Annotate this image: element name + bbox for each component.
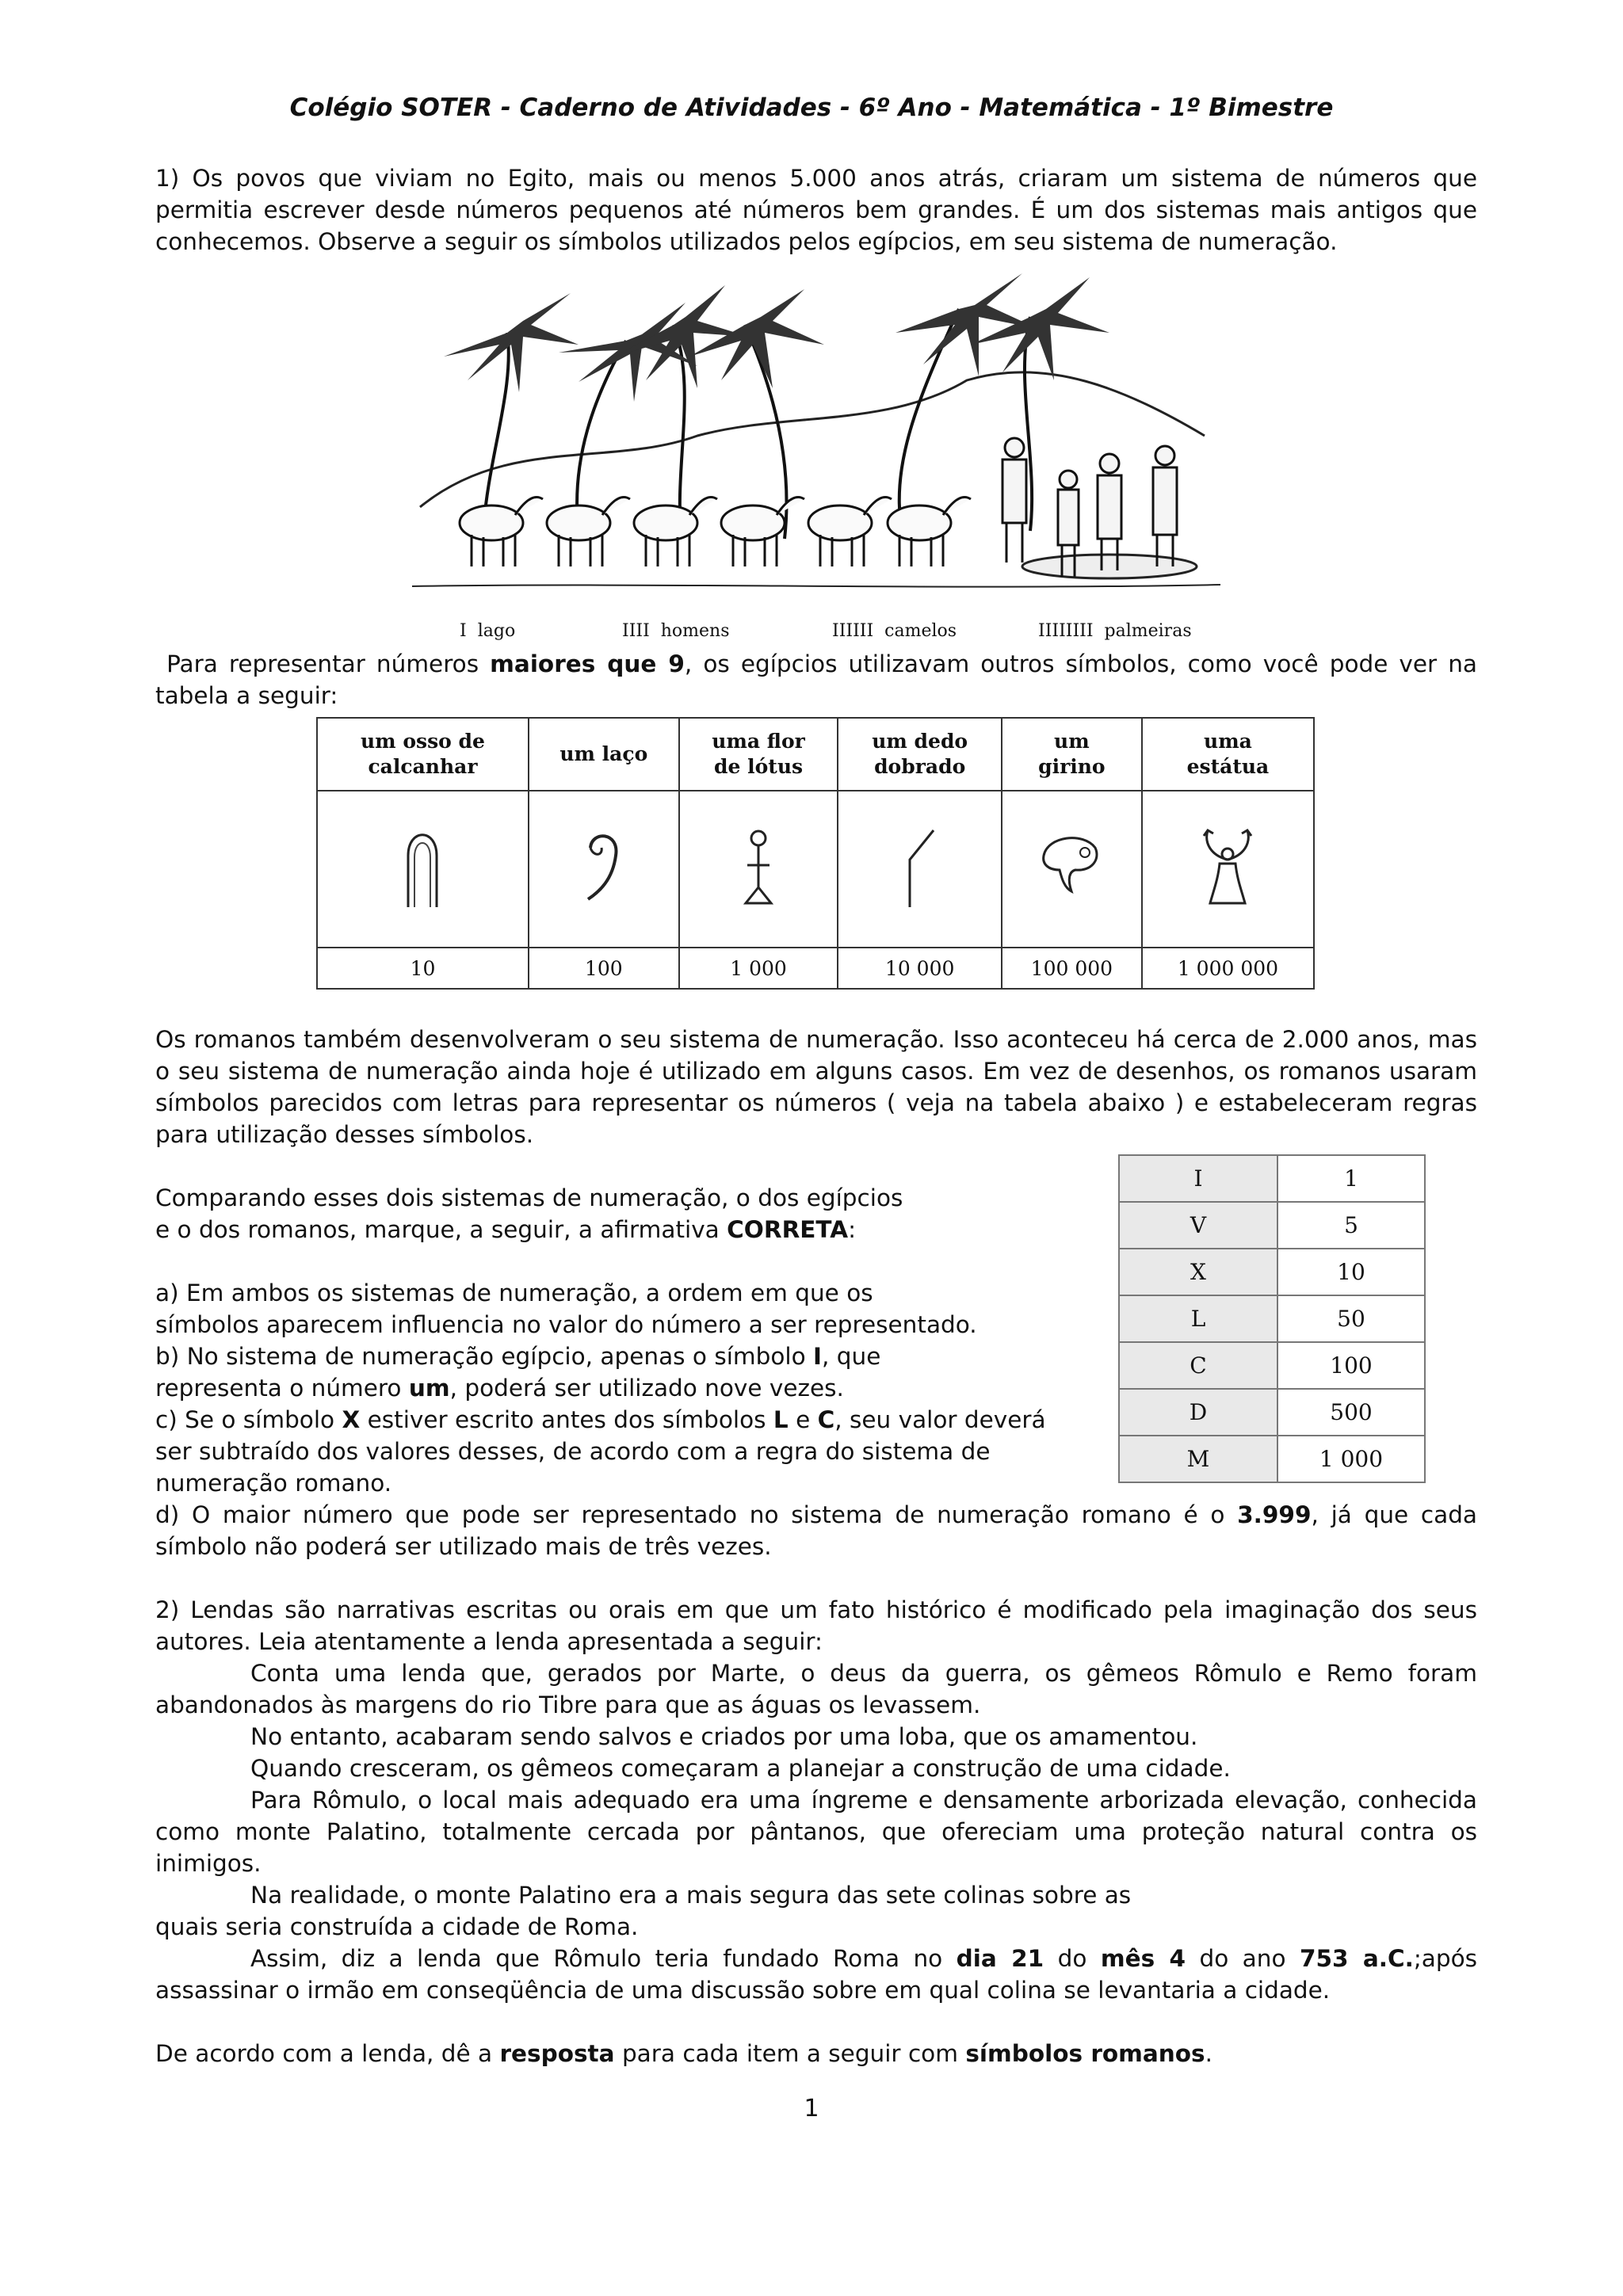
options-block: a) Em ambos os sistemas de numeração, a ordem em que os símbolos aparecem influencia no valor do número a ser representado. b) No sistema de numeração egípcio, apenas o símbolo I, que representa o número um, poderá ser utilizado nove vezes. c) Se o símbolo X estiver escrito antes dos símbolos L e C, seu valor deverá ser subtraído dos valores desses, de acordo com a regra do sistema de numeração romano. <box>155 1277 1083 1499</box>
roman-symbol: V <box>1119 1202 1277 1249</box>
roman-value: 5 <box>1277 1202 1425 1249</box>
table-row <box>1119 1249 1425 1295</box>
final-instruction: De acordo com a lenda, dê a resposta para cada item a seguir com símbolos romanos. <box>155 2040 1213 2067</box>
legend-paragraph: Conta uma lenda que, gerados por Marte, o deus da guerra, os gêmeos Rômulo e Remo foram abandonados às margens do rio Tibre para que as águas os levassem. <box>155 1660 1477 1718</box>
caption-palmeiras: IIIIIIII palmeiras <box>1038 621 1192 641</box>
caption-lago: I lago <box>460 621 516 641</box>
q1-para2: Para representar números maiores que 9, os egípcios utilizavam outros símbolos, como você pode ver na tabela a seguir: <box>155 650 1478 709</box>
table-row <box>1119 1389 1425 1436</box>
legend-paragraph: Para Rômulo, o local mais adequado era uma íngreme e densamente arborizada elevação, conhecida como monte Palatino, totalmente cercada por pântanos, que ofereciam uma proteção natural contra os inimigos. <box>155 1787 1477 1877</box>
lotus-flower-icon <box>735 824 782 911</box>
q2-block: 2) Lendas são narrativas escritas ou orais em que um fato histórico é modificado pela imaginação dos seus autores. Leia atentamente a lenda apresentada a seguir: Conta uma lenda que, gerados por Marte, o deus da guerra, os gêmeos Rômulo e Remo foram abandonados às margens do rio Tibre para que as águas os levassem. No entanto, acabaram sendo salvos e criados por uma loba, que os amamentou. Quando cresceram, os gêmeos começaram a planejar a construção de uma cidade. Para Rômulo, o local mais adequado era uma íngreme e densamente arborizada elevação, conhecida como monte Palatino, totalmente cercada por pântanos, que ofereciam uma proteção natural contra os inimigos. Na realidade, o monte Palatino era a mais segura das sete colinas sobre as quais seria construída a cidade de Roma. Assim, diz a lenda que Rômulo teria fundado Roma no dia 21 do mês 4 do ano 753 a.C.;após assassinar o irmão em conseqüência de uma discussão sobre em qual colina se levantaria a cidade. De acordo com a lenda, dê a resposta para cada item a seguir com símbolos romanos. <box>155 1594 1477 2069</box>
header-cell: um osso de calcanhar <box>317 718 529 791</box>
q2-intro: 2) Lendas são narrativas escritas ou orais em que um fato histórico é modificado pela imaginação dos seus autores. Leia atentamente a lenda apresentada a seguir: <box>155 1596 1477 1655</box>
symbol-cell <box>838 791 1001 948</box>
value-cell: 1 000 <box>679 948 838 989</box>
header-cell: um girino <box>1002 718 1142 791</box>
header-cell: um dedo dobrado <box>838 718 1001 791</box>
q1-intro: 1) Os povos que viviam no Egito, mais ou menos 5.000 anos atrás, criaram um sistema de números que permitia escrever desde números pequenos até números bem grandes. É um dos sistemas mais antigos que conhecemos. Observe a seguir os símbolos utilizados pelos egípcios, em seu sistema de numeração. <box>155 165 1477 255</box>
table-row <box>1119 1342 1425 1389</box>
symbol-cell <box>317 791 529 948</box>
roman-value: 1 000 <box>1277 1436 1425 1482</box>
symbol-cell <box>1142 791 1314 948</box>
page-title: Colégio SOTER - Caderno de Atividades - 6º Ano - Matemática - 1º Bimestre <box>289 93 1334 122</box>
roman-value: 500 <box>1277 1389 1425 1436</box>
coil-rope-icon <box>576 824 632 911</box>
heel-bone-icon <box>399 824 446 911</box>
roman-symbol: C <box>1119 1342 1277 1389</box>
table-row <box>1119 1155 1425 1202</box>
header-cell: uma estátua <box>1142 718 1314 791</box>
statue-icon <box>1188 824 1267 911</box>
roman-symbol: M <box>1119 1436 1277 1482</box>
roman-symbol: I <box>1119 1155 1277 1202</box>
value-cell: 100 <box>529 948 679 989</box>
table-row <box>1119 1202 1425 1249</box>
value-cell: 10 <box>317 948 529 989</box>
legend-paragraph: No entanto, acabaram sendo salvos e criados por uma loba, que os amamentou. <box>250 1723 1198 1750</box>
egyptian-scene-illustration <box>412 269 1220 610</box>
legend-paragraph: Na realidade, o monte Palatino era a mais segura das sete colinas sobre as <box>250 1882 1132 1909</box>
option-b: b) No sistema de numeração egípcio, apenas o símbolo I, que <box>155 1343 881 1370</box>
roman-value: 100 <box>1277 1342 1425 1389</box>
egyptian-numerals-table <box>316 717 1315 990</box>
header-cell: um laço <box>529 718 679 791</box>
compare-instruction: Comparando esses dois sistemas de numeração, o dos egípcios e o dos romanos, marque, a seguir, a afirmativa CORRETA: <box>155 1184 903 1243</box>
caption-homens: IIII homens <box>622 621 730 641</box>
option-c: c) Se o símbolo X estiver escrito antes dos símbolos L e C, seu valor deverá <box>155 1406 1046 1433</box>
symbol-cell <box>1002 791 1142 948</box>
legend-paragraph: Assim, diz a lenda que Rômulo teria fundado Roma no dia 21 do mês 4 do ano 753 a.C.;após assassinar o irmão em conseqüência de uma discussão sobre em qual colina se levantaria a cidade. <box>155 1945 1478 2004</box>
symbol-cell <box>529 791 679 948</box>
roman-numerals-table <box>1118 1154 1426 1483</box>
romans-paragraph: Os romanos também desenvolveram o seu sistema de numeração. Isso aconteceu há cerca de 2.000 anos, mas o seu sistema de numeração ainda hoje é utilizado em alguns casos. Em vez de desenhos, os romanos usaram símbolos parecidos com letras para representar os números ( veja na tabela abaixo ) e estabeleceram regras para utilização desses símbolos. <box>155 1026 1477 1148</box>
value-cell: 10 000 <box>838 948 1001 989</box>
bent-finger-icon <box>892 824 948 911</box>
roman-value: 10 <box>1277 1249 1425 1295</box>
roman-symbol: L <box>1119 1295 1277 1342</box>
value-cell: 1 000 000 <box>1142 948 1314 989</box>
option-d: d) O maior número que pode ser representado no sistema de numeração romano é o 3.999, já que cada símbolo não poderá ser utilizado mais de três vezes. <box>155 1501 1477 1560</box>
roman-value: 1 <box>1277 1155 1425 1202</box>
roman-symbol: X <box>1119 1249 1277 1295</box>
illustration-captions <box>412 616 1220 648</box>
table-row <box>1119 1295 1425 1342</box>
roman-value: 50 <box>1277 1295 1425 1342</box>
option-a: a) Em ambos os sistemas de numeração, a ordem em que os <box>155 1280 873 1306</box>
caption-camelos: IIIIII camelos <box>832 621 957 641</box>
value-cell: 100 000 <box>1002 948 1142 989</box>
symbol-cell <box>679 791 838 948</box>
header-cell: uma flor de lótus <box>679 718 838 791</box>
roman-symbol: D <box>1119 1389 1277 1436</box>
page-number: 1 <box>804 2095 819 2122</box>
tadpole-icon <box>1036 824 1107 911</box>
legend-paragraph: Quando cresceram, os gêmeos começaram a planejar a construção de uma cidade. <box>250 1755 1231 1782</box>
table-row <box>1119 1436 1425 1482</box>
